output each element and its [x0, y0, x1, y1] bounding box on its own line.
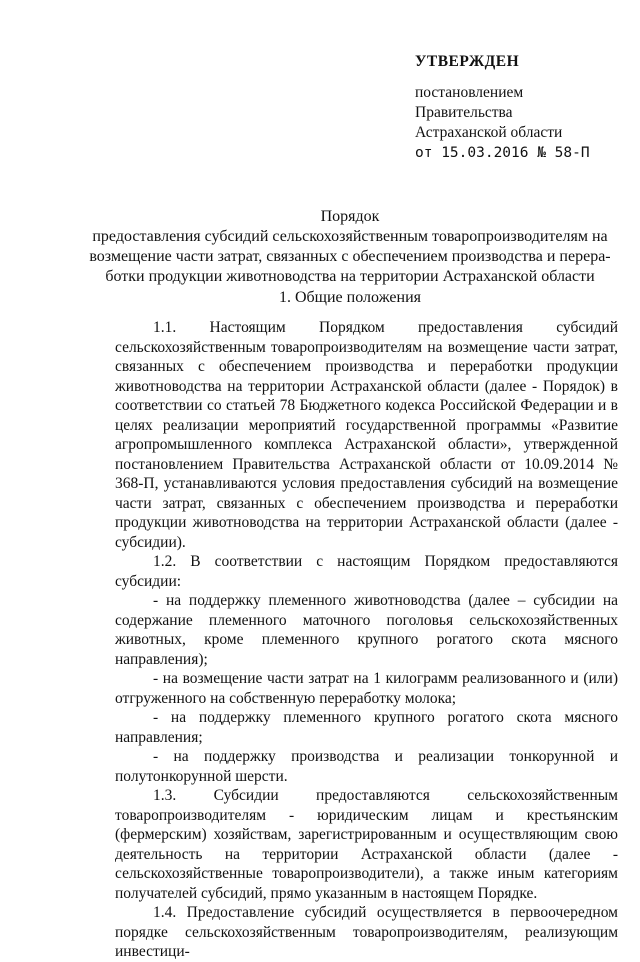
document-body — [115, 318, 618, 962]
paragraph-1-3: 1.3. Субсидии предоставляются сельскохозяйственным товаропроизводителям - юридическим лицам и крестьянским (фермерским) хозяйствам, зарегистрированным и осуществляющим свою деятельность на территории Астраханской области (далее - сельскохозяйственные товаропроизводители), а также иным категориям получателей субсидий, прямо указанным в настоящем Порядке. — [115, 787, 618, 902]
paragraph-1-2-item-beef-cattle: - на поддержку племенного крупного рогатого скота мясного направления; — [115, 709, 618, 746]
document-subtitle-line-2: возмещение части затрат, связанных с обеспечением производства и перера- — [89, 248, 611, 265]
paragraph-1-2-item-breeding: - на поддержку племенного животноводства (далее – субсидии на содержание племенного маточного поголовья сельскохозяйственных животных, кроме племенного крупного рогатого скота мясного направления); — [115, 592, 618, 668]
approval-heading: УТВЕРЖДЕН — [415, 53, 520, 70]
paragraph-1-1: 1.1. Настоящим Порядком предоставления субсидий сельскохозяйственным товаропроизводителям на возмещение части затрат, связанных с обеспечением производства и переработки продукции животноводства на территории Астраханской области (далее - Порядок) в соответствии со статьей 78 Бюджетного кодекса Российской Федерации и в целях реализации мероприятий государственной программы «Развитие агропромышленного комплекса Астраханской области», утвержденной постановлением Правительства Астраханской области от 10.09.2014 № 368-П, устанавливаются условия предоставления субсидий на возмещение части затрат, связанных с обеспечением производства и переработки продукции животноводства на территории Астраханской области (далее - субсидии). — [115, 319, 618, 551]
paragraph-1-2: 1.2. В соответствии с настоящим Порядком предоставляются субсидии: — [115, 553, 618, 590]
approval-stamp — [415, 52, 625, 163]
document-title-block — [60, 207, 640, 287]
approval-line-decree: постановлением — [415, 84, 524, 101]
paragraph-1-2-item-milk: - на возмещение части затрат на 1 килограмм реализованного и (или) отгруженного на собственную переработку молока; — [115, 670, 618, 707]
document-title: Порядок — [320, 208, 380, 225]
section-heading: 1. Общие положения — [278, 289, 422, 306]
approval-date-number: от 15.03.2016 № 58-П — [415, 145, 590, 161]
document-subtitle-line-3: ботки продукции животноводства на территории Астраханской области — [105, 268, 595, 285]
paragraph-1-4: 1.4. Предоставление субсидий осуществляется в первоочередном порядке сельскохозяйственным товаропроизводителям, реализующим инвестици- — [115, 904, 618, 960]
approval-line-region: Астраханской области — [415, 124, 563, 141]
paragraph-1-2-item-wool: - на поддержку производства и реализации тонкорунной и полутонкорунной шерсти. — [115, 748, 618, 785]
document-subtitle-line-1: предоставления субсидий сельскохозяйственным товаропроизводителям на — [92, 228, 608, 245]
approval-line-government: Правительства — [415, 104, 513, 121]
